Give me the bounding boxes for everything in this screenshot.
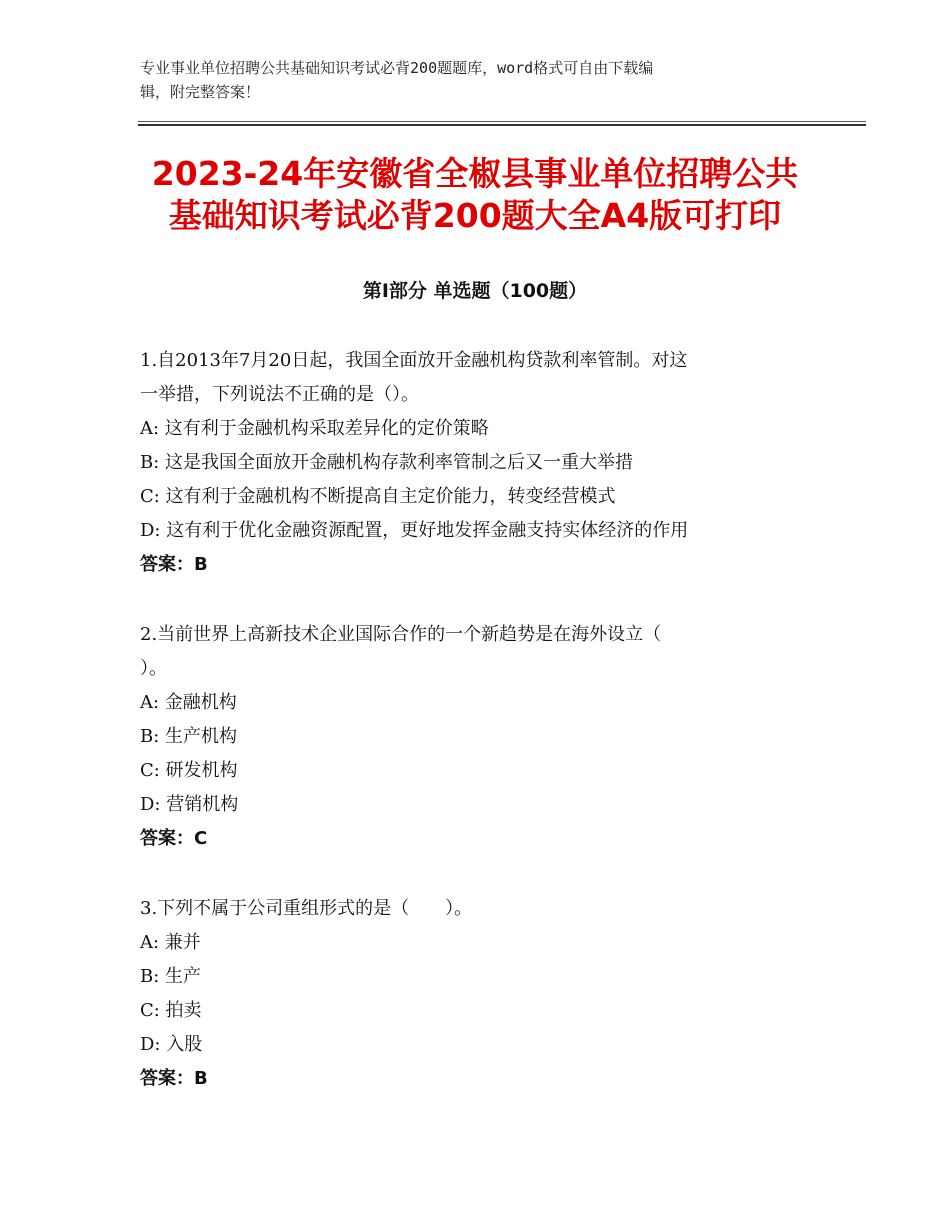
question-stem-cont: 一举措，下列说法不正确的是（）。 (140, 384, 419, 405)
option-c: C: 研发机构 (140, 760, 238, 781)
question-stem-cont: ）。 (140, 658, 167, 679)
question-stem: 1.自2013年7月20日起，我国全面放开金融机构贷款利率管制。对这 (140, 350, 688, 371)
header-divider-thick (138, 124, 866, 126)
answer: 答案：B (140, 554, 208, 575)
document-title (100, 153, 850, 237)
option-b: B: 生产 (140, 966, 202, 987)
option-c: C: 拍卖 (140, 1000, 202, 1021)
option-d: D: 入股 (140, 1034, 203, 1055)
question-stem: 2.当前世界上高新技术企业国际合作的一个新趋势是在海外设立（ (140, 624, 662, 645)
option-c: C: 这有利于金融机构不断提高自主定价能力，转变经营模式 (140, 486, 616, 507)
header-divider-thin (138, 121, 866, 122)
title-line-1: 2023-24年安徽省全椒县事业单位招聘公共 (151, 154, 799, 193)
section-heading: 第Ⅰ部分 单选题（100题） (362, 280, 588, 302)
question-1 (140, 344, 820, 582)
title-line-2: 基础知识考试必背200题大全A4版可打印 (168, 196, 782, 235)
question-2 (140, 618, 820, 856)
answer: 答案：C (140, 828, 208, 849)
option-d: D: 这有利于优化金融资源配置，更好地发挥金融支持实体经济的作用 (140, 520, 689, 541)
option-a: A: 这有利于金融机构采取差异化的定价策略 (140, 418, 489, 439)
question-3 (140, 892, 820, 1096)
option-a: A: 金融机构 (140, 692, 237, 713)
header-note: 专业事业单位招聘公共基础知识考试必背200题题库，word格式可自由下载编 辑，附完整答案！ (140, 59, 654, 101)
option-b: B: 生产机构 (140, 726, 238, 747)
option-a: A: 兼并 (140, 932, 201, 953)
question-stem: 3.下列不属于公司重组形式的是（ ）。 (140, 898, 473, 919)
option-d: D: 营销机构 (140, 794, 239, 815)
question-list (140, 344, 820, 1132)
answer: 答案：B (140, 1068, 208, 1089)
option-b: B: 这是我国全面放开金融机构存款利率管制之后又一重大举措 (140, 452, 634, 473)
